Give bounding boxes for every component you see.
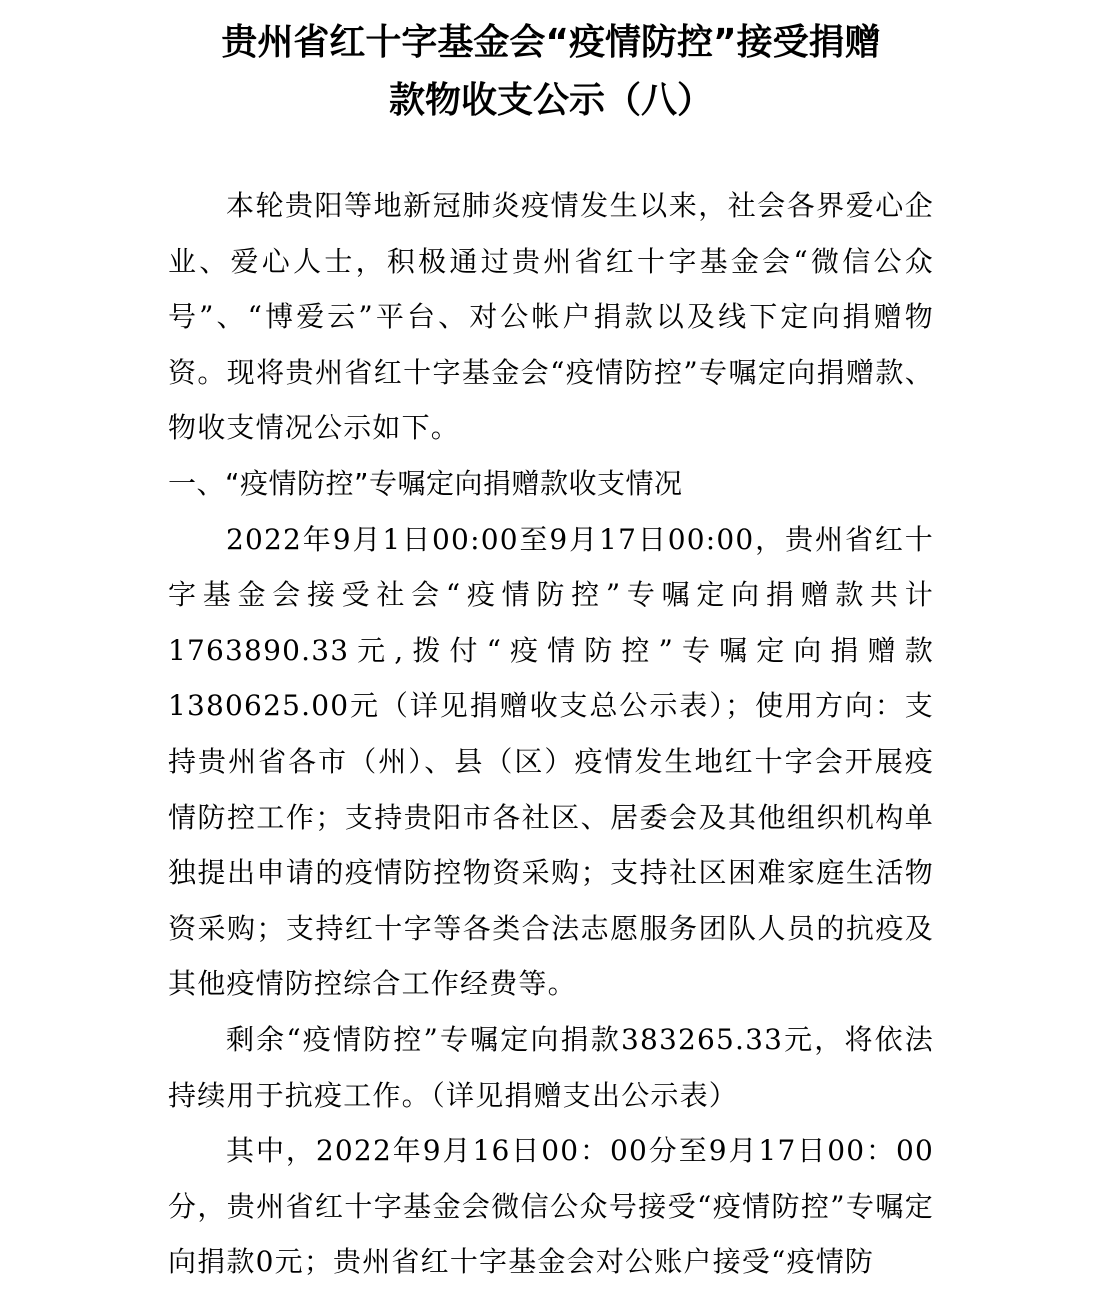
document-page: [168, 14, 934, 1290]
section-heading-donation-funds: 一、“疫情防控”专嘱定向捐赠款收支情况: [168, 466, 683, 500]
document-title: [168, 14, 934, 130]
document-title-line-1: 贵州省红十字基金会“疫情防控”接受捐赠: [221, 22, 881, 63]
document-body: [168, 178, 934, 1290]
intro-paragraph: 本轮贵阳等地新冠肺炎疫情发生以来，社会各界爱心企业、爱心人士，积极通过贵州省红十字基金会“微信公众号”、“博爱云”平台、对公帐户捐款以及线下定向捐赠物资。现将贵州省红十字基金会“疫情防控”专嘱定向捐赠款、物收支情况公示如下。: [168, 189, 934, 445]
funds-summary-paragraph: 2022年9月1日00:00至9月17日00:00，贵州省红十字基金会接受社会“疫情防控”专嘱定向捐赠款共计1763890.33元,拨付“疫情防控”专嘱定向捐赠款1380625.00元（详见捐赠收支总公示表）；使用方向：支持贵州省各市（州）、县（区）疫情发生地红十字会开展疫情防控工作；支持贵阳市各社区、居委会及其他组织机构单独提出申请的疫情防控物资采购；支持社区困难家庭生活物资采购；支持红十字等各类合法志愿服务团队人员的抗疫及其他疫情防控综合工作经费等。: [168, 522, 934, 1001]
document-title-line-2: 款物收支公示（八）: [388, 80, 713, 121]
period-detail-paragraph: 其中，2022年9月16日00：00分至9月17日00：00分，贵州省红十字基金会微信公众号接受“疫情防控”专嘱定向捐款0元；贵州省红十字基金会对公账户接受“疫情防: [168, 1134, 934, 1279]
remaining-funds-paragraph: 剩余“疫情防控”专嘱定向捐款383265.33元，将依法持续用于抗疫工作。（详见捐赠支出公示表）: [168, 1022, 934, 1112]
